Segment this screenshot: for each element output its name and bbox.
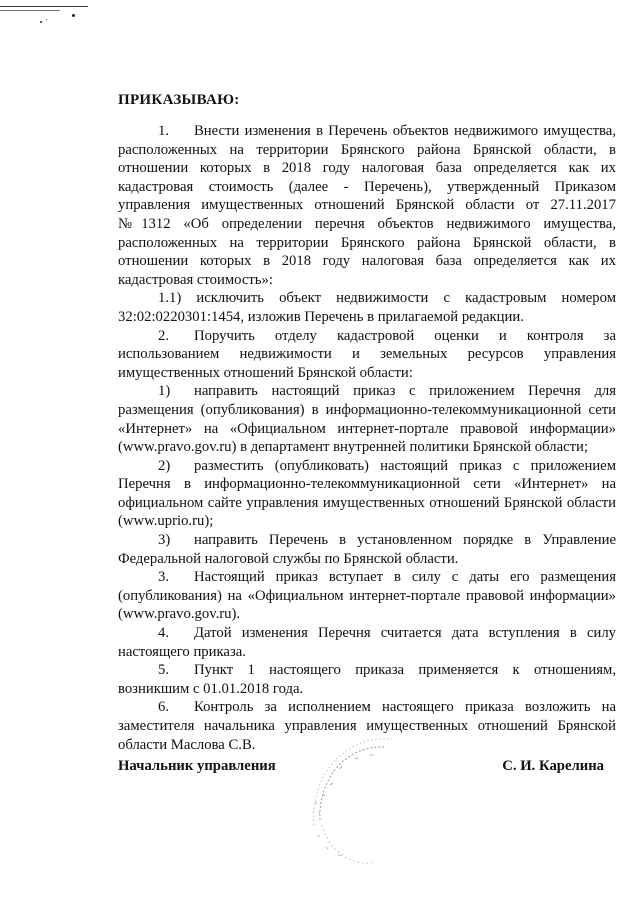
paragraph-text: Пункт 1 настоящего приказа применяется к отношениям, возникшим с 01.01.2018 года. bbox=[118, 662, 616, 697]
paragraph-text: разместить (опубликовать) настоящий приказ с приложением Перечня в информационно-телекоммуникационной сети «Интернет» на официальном сайте управления имущественных отношений Брянской области (www.uprio.ru); bbox=[118, 457, 616, 530]
paragraph-number: 2) bbox=[158, 457, 171, 474]
scan-speck bbox=[72, 14, 75, 17]
order-body bbox=[118, 122, 616, 754]
paragraph-number: 1) bbox=[158, 383, 171, 400]
order-paragraph bbox=[118, 661, 616, 698]
signature-role: Начальник управления bbox=[118, 758, 276, 774]
paragraph-number: 3. bbox=[158, 569, 170, 586]
paragraph-text: Внести изменения в Перечень объектов недвижимого имущества, расположенных на территории Брянского района Брянской области, в отношении которых в 2018 году налоговая база определяется как их кадастровая стоимость (далее - Перечень), утвержденный Приказом управления имущественных отношений Брянской области от 27.11.2017 №1312 «Об определении перечня объектов недвижимого имущества, расположенных на территории Брянского района Брянской области, в отношении которых в 2018 году налоговая база определяется как их кадастровая стоимость»: bbox=[118, 123, 616, 288]
paragraph-text: Датой изменения Перечня считается дата вступления в силу настоящего приказа. bbox=[118, 625, 616, 660]
paragraph-number: 2. bbox=[158, 327, 170, 344]
paragraph-number: 3) bbox=[158, 532, 171, 549]
order-paragraph bbox=[118, 624, 616, 661]
paragraph-text: направить настоящий приказ с приложением Перечня для размещения (опубликования) в информационно-телекоммуникационной сети «Интернет» на «Официальном интернет-портале правовой информации» (www.pravo.gov.ru) в департамент внутренней политики Брянской области; bbox=[118, 383, 616, 456]
order-heading: ПРИКАЗЫВАЮ: bbox=[118, 92, 240, 108]
order-paragraph bbox=[118, 327, 616, 383]
order-paragraph bbox=[118, 289, 616, 326]
paragraph-text: направить Перечень в установленном порядке в Управление Федеральной налоговой службы по Брянской области. bbox=[118, 532, 616, 567]
paragraph-text: Поручить отделу кадастровой оценки и контроля за использованием недвижимости и земельных ресурсов управления имущественных отношений Брянской области: bbox=[118, 327, 616, 381]
top-rule-secondary bbox=[0, 10, 60, 11]
order-paragraph bbox=[118, 568, 616, 624]
paragraph-text: Контроль за исполнением настоящего приказа возложить на заместителя начальника управления имущественных отношений Брянской области Маслова С.В. bbox=[118, 699, 616, 753]
paragraph-text: 1.1) исключить объект недвижимости с кадастровым номером 32:02:0220301:1454, изложив Перечень в прилагаемой редакции. bbox=[118, 290, 616, 325]
signature-name: С. И. Карелина bbox=[502, 758, 604, 774]
order-paragraph bbox=[118, 122, 616, 289]
paragraph-number: 4. bbox=[158, 625, 170, 642]
top-rule bbox=[0, 6, 88, 7]
stamp-icon bbox=[300, 725, 430, 875]
paragraph-number: 6. bbox=[158, 699, 170, 716]
paragraph-text: Настоящий приказ вступает в силу с даты его размещения (опубликования) на «Официальном интернет-портале правовой информации» (www.pravo.gov.ru). bbox=[118, 569, 616, 623]
order-paragraph bbox=[118, 531, 616, 568]
scan-speck bbox=[46, 19, 47, 20]
scan-speck bbox=[40, 21, 42, 23]
order-paragraph bbox=[118, 457, 616, 531]
order-paragraph bbox=[118, 382, 616, 456]
paragraph-number: 1. bbox=[158, 123, 170, 139]
paragraph-number: 5. bbox=[158, 662, 170, 679]
